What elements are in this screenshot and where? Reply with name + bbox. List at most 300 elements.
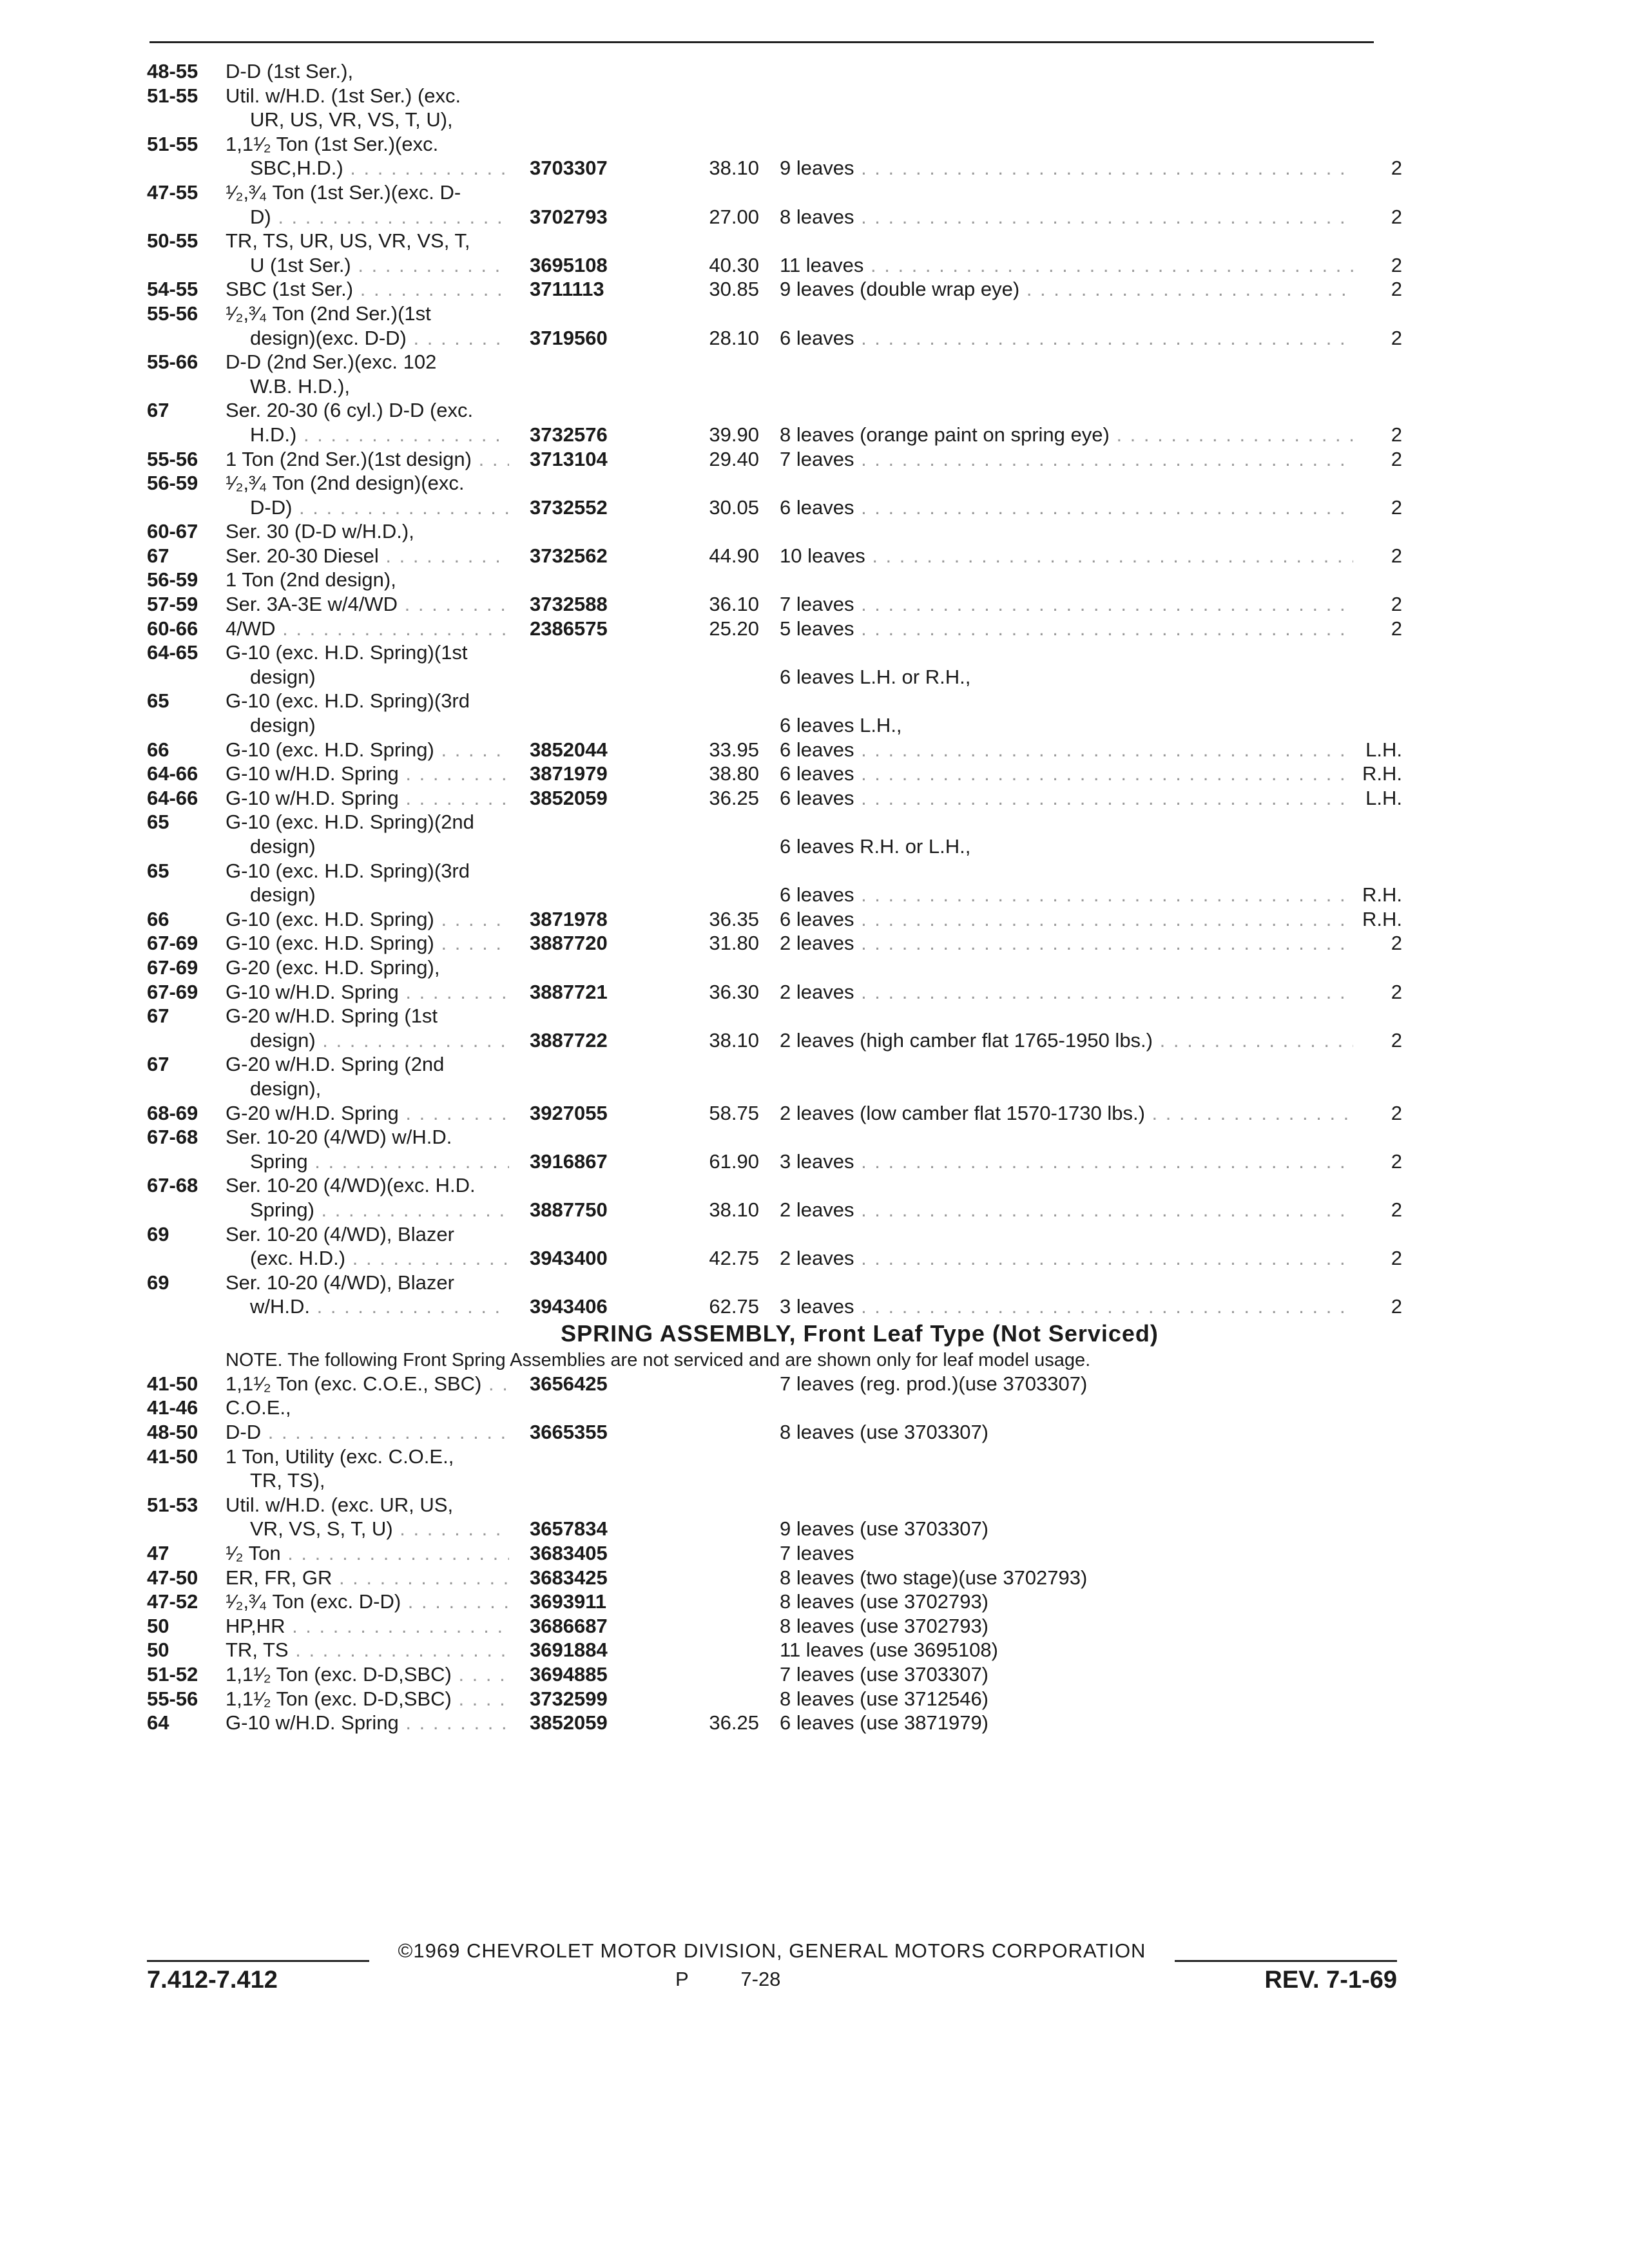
model-description: 1,1¹⁄₂ Ton (1st Ser.)(exc. [226,132,439,155]
leaf-description: 6 leaves . . . [780,907,1373,932]
model-description: Ser. 20-30 (6 cyl.) D-D (exc. [226,399,474,422]
model-description: H.D.) . . . [250,423,509,447]
leaf-description: 7 leaves . . . [780,447,1373,472]
table-row [0,810,1629,834]
model-years: 65 [147,811,169,834]
quantity: 2 [1353,156,1402,180]
quantity: 2 [1353,1028,1402,1053]
model-description: 1,1¹⁄₂ Ton (exc. C.O.E., SBC) . . . [226,1372,509,1396]
table-row [0,1517,1629,1541]
quantity: 2 [1353,980,1402,1004]
model-description: G-10 w/H.D. Spring . . . [226,786,509,811]
model-years: 55-66 [147,351,198,374]
leaf-description: 8 leaves (use 3702793) [780,1614,989,1637]
model-years: 64-66 [147,762,198,785]
model-years: 41-50 [147,1445,198,1468]
part-number: 3943400 [530,1247,608,1270]
model-description: 1 Ton (2nd design), [226,568,396,591]
model-description: ER, FR, GR . . . [226,1566,509,1590]
table-row [0,1028,1629,1053]
leaf-description: 6 leaves . . . [780,495,1373,520]
leaf-description: 6 leaves L.H., [780,714,902,737]
list-price: 40.30 [709,253,759,276]
model-description: G-10 (exc. H.D. Spring)(2nd [226,811,474,834]
table-row [0,132,1629,157]
model-description: 1 Ton (2nd Ser.)(1st design) . . . [226,447,509,472]
table-row [0,592,1629,617]
list-price: 25.20 [709,617,759,640]
leaf-description: 6 leaves . . . [780,738,1373,762]
leaf-description: 8 leaves (use 3703307) [780,1421,989,1444]
model-description: HP,HR . . . [226,1614,509,1639]
part-number: 3871978 [530,907,608,930]
model-description: G-10 w/H.D. Spring . . . [226,980,509,1004]
model-years: 65 [147,859,169,882]
model-years: 56-59 [147,472,198,495]
part-number: 3852059 [530,1711,608,1735]
model-years: 67 [147,399,169,422]
model-years: 67 [147,544,169,567]
quantity: 2 [1353,253,1402,278]
table-row [0,1372,1629,1396]
table-row [0,1271,1629,1295]
model-years: 41-46 [147,1396,198,1419]
table-row [0,738,1629,762]
table-row [0,931,1629,956]
leaf-description: 6 leaves . . . [780,326,1373,351]
model-years: 48-50 [147,1421,198,1444]
model-years: 67-69 [147,932,198,955]
model-years: 47-52 [147,1590,198,1613]
model-years: 67-68 [147,1174,198,1197]
table-row [0,1662,1629,1687]
list-price: 38.10 [709,1028,759,1052]
model-description: G-10 (exc. H.D. Spring)(3rd [226,689,470,713]
model-description: D-D (2nd Ser.)(exc. 102 [226,351,437,374]
table-row [0,762,1629,786]
leaf-description: 7 leaves (use 3703307) [780,1663,989,1686]
model-years: 41-50 [147,1372,198,1395]
table-row [0,108,1629,132]
part-number: 3887721 [530,980,608,1003]
table-row [0,1052,1629,1077]
part-number: 3887722 [530,1028,608,1052]
part-number: 3665355 [530,1421,608,1444]
quantity: 2 [1353,447,1402,472]
table-row [0,907,1629,932]
leaf-description: 5 leaves . . . [780,617,1373,641]
model-years: 56-59 [147,568,198,591]
quantity: 2 [1353,592,1402,617]
part-number: 3871979 [530,762,608,785]
model-years: 50-55 [147,229,198,253]
model-description: TR, TS), [250,1469,325,1492]
leaf-description: 7 leaves [780,1542,854,1565]
model-years: 50 [147,1614,169,1637]
leaf-description: 8 leaves (orange paint on spring eye) . . . [780,423,1373,447]
model-years: 69 [147,1222,169,1245]
list-price: 36.10 [709,593,759,616]
part-number: 3711113 [530,278,604,301]
model-description: G-10 (exc. H.D. Spring) . . . [226,931,509,956]
leaf-description: 9 leaves (double wrap eye) . . . [780,277,1373,302]
list-price: 36.30 [709,980,759,1003]
model-description: UR, US, VR, VS, T, U), [250,108,453,131]
quantity: 2 [1353,1101,1402,1126]
table-row [0,956,1629,980]
model-description: G-10 w/H.D. Spring . . . [226,1711,509,1735]
model-description: G-20 w/H.D. Spring . . . [226,1101,509,1126]
leaf-description: 6 leaves (use 3871979) [780,1711,989,1735]
table-row [0,713,1629,738]
page-letter: P [675,1968,689,1990]
model-description: 1,1¹⁄₂ Ton (exc. D-D,SBC) . . . [226,1662,509,1687]
quantity: 2 [1353,326,1402,351]
table-row [0,665,1629,689]
quantity: 2 [1353,1198,1402,1222]
model-years: 51-52 [147,1663,198,1686]
model-description: design) [250,665,316,688]
model-description: G-10 (exc. H.D. Spring)(1st [226,641,468,664]
part-number: 3691884 [530,1639,608,1662]
section-heading: SPRING ASSEMBLY, Front Leaf Type (Not Serviced) [561,1320,1159,1347]
top-rule [149,41,1374,43]
model-description: design) [250,883,316,907]
model-description: 1,1¹⁄₂ Ton (exc. D-D,SBC) . . . [226,1687,509,1711]
model-description: Ser. 10-20 (4/WD)(exc. H.D. [226,1174,476,1197]
list-price: 33.95 [709,738,759,761]
table-row [0,374,1629,399]
model-description: U (1st Ser.) . . . [250,253,509,278]
part-number: 3732599 [530,1687,608,1710]
table-row [0,883,1629,907]
quantity: 2 [1353,617,1402,641]
model-years: 64-66 [147,786,198,809]
part-number: 3694885 [530,1663,608,1686]
leaf-description: 7 leaves (reg. prod.)(use 3703307) [780,1372,1088,1395]
part-number: 3683425 [530,1566,608,1589]
table-row [0,495,1629,520]
model-years: 66 [147,738,169,761]
model-description: Ser. 10-20 (4/WD), Blazer [226,1271,454,1294]
model-years: 48-55 [147,60,198,82]
model-description: ¹⁄₂ Ton . . . [226,1541,509,1566]
footer-rule-left [147,1960,369,1962]
list-price: 38.10 [709,1198,759,1221]
table-row [0,277,1629,302]
leaf-description: 8 leaves (use 3712546) [780,1687,989,1710]
leaf-description: 6 leaves L.H. or R.H., [780,665,971,688]
list-price: 42.75 [709,1247,759,1270]
table-row [0,1125,1629,1149]
leaf-description: 2 leaves . . . [780,1198,1373,1222]
model-years: 69 [147,1271,169,1294]
model-description: C.O.E., [226,1396,291,1419]
model-description: ¹⁄₂,³⁄₄ Ton (2nd design)(exc. [226,472,465,495]
table-row [0,398,1629,423]
model-description: ¹⁄₂,³⁄₄ Ton (exc. D-D) . . . [226,1590,509,1614]
table-row [0,205,1629,229]
table-row [0,1396,1629,1420]
leaf-description: 2 leaves . . . [780,931,1373,956]
page-number [675,1968,780,1991]
table-row [0,1614,1629,1639]
quantity: R.H. [1353,907,1402,932]
table-row [0,1077,1629,1101]
parts-listing [0,59,1629,1735]
table-row [0,1590,1629,1614]
leaf-description: 3 leaves . . . [780,1149,1373,1174]
model-description: Util. w/H.D. (1st Ser.) (exc. [226,84,461,107]
copyright-text: ©1969 CHEVROLET MOTOR DIVISION, GENERAL MOTORS CORPORATION [398,1939,1146,1962]
table-row [0,326,1629,351]
part-number: 3943406 [530,1295,608,1318]
table-row [0,447,1629,472]
table-row [0,59,1629,84]
table-row [0,519,1629,544]
part-number: 2386575 [530,617,608,640]
part-number: 3693911 [530,1590,606,1613]
table-row [0,617,1629,641]
model-years: 51-53 [147,1493,198,1516]
model-years: 64 [147,1711,169,1735]
model-years: 66 [147,907,169,930]
part-number: 3916867 [530,1149,608,1173]
table-row [0,1222,1629,1247]
table-row [0,350,1629,374]
model-description: SBC (1st Ser.) . . . [226,277,509,302]
table-row [0,1566,1629,1590]
page-num: 7-28 [740,1968,781,1990]
table-row [0,253,1629,278]
footer-rule-right [1175,1960,1397,1962]
leaf-description: 3 leaves . . . [780,1294,1373,1319]
leaf-description: 11 leaves . . . [780,253,1373,278]
model-description: 4/WD . . . [226,617,509,641]
model-description: G-10 w/H.D. Spring . . . [226,762,509,786]
model-years: 54-55 [147,278,198,301]
part-number: 3683405 [530,1542,608,1565]
model-years: 64-65 [147,641,198,664]
part-number: 3732576 [530,423,608,446]
model-description: G-20 w/H.D. Spring (2nd [226,1053,445,1076]
quantity: R.H. [1353,883,1402,907]
model-years: 65 [147,689,169,713]
model-description: w/H.D. . . . [250,1294,509,1319]
table-row [0,544,1629,568]
quantity: 2 [1353,277,1402,302]
quantity: 2 [1353,423,1402,447]
table-row [0,786,1629,811]
model-description: Ser. 20-30 Diesel . . . [226,544,509,568]
model-years: 55-56 [147,447,198,470]
part-number: 3887720 [530,932,608,955]
table-row [0,1246,1629,1271]
quantity: 2 [1353,1246,1402,1271]
list-price: 28.10 [709,326,759,349]
model-description: Spring . . . [250,1149,509,1174]
list-price: 30.05 [709,495,759,519]
model-years: 50 [147,1639,169,1662]
model-description: Ser. 30 (D-D w/H.D.), [226,520,414,543]
leaf-description: 10 leaves . . . [780,544,1373,568]
leaf-description: 8 leaves . . . [780,205,1373,229]
quantity: 2 [1353,1294,1402,1319]
leaf-description: 9 leaves . . . [780,156,1373,180]
model-description: Ser. 10-20 (4/WD), Blazer [226,1222,454,1245]
quantity: 2 [1353,205,1402,229]
table-row [0,980,1629,1004]
model-description: TR, TS, UR, US, VR, VS, T, [226,229,470,253]
table-row [0,1638,1629,1662]
list-price: 36.25 [709,1711,759,1735]
model-description: design) [250,714,316,737]
quantity: 2 [1353,1149,1402,1174]
table-row [0,568,1629,592]
model-years: 47 [147,1542,169,1565]
part-number: 3702793 [530,205,608,228]
model-years: 67-69 [147,956,198,979]
table-row [0,180,1629,205]
leaf-description: 7 leaves . . . [780,592,1373,617]
part-number: 3732552 [530,495,608,519]
leaf-description: 11 leaves (use 3695108) [780,1639,998,1662]
model-years: 68-69 [147,1101,198,1124]
list-price: 31.80 [709,932,759,955]
model-description: G-20 w/H.D. Spring (1st [226,1004,438,1028]
model-description: 1 Ton, Utility (exc. C.O.E., [226,1445,454,1468]
table-row [0,1149,1629,1174]
section-number: 7.412-7.412 [147,1966,278,1994]
model-description: D) . . . [250,205,509,229]
model-description: Spring) . . . [250,1198,509,1222]
quantity: 2 [1353,931,1402,956]
model-years: 55-56 [147,1687,198,1710]
model-description: (exc. H.D.) . . . [250,1246,509,1271]
table-row [0,1493,1629,1517]
part-number: 3887750 [530,1198,608,1221]
list-price: 58.75 [709,1101,759,1124]
list-price: 44.90 [709,544,759,567]
model-description: W.B. H.D.), [250,374,350,398]
part-number: 3656425 [530,1372,608,1395]
leaf-description: 6 leaves . . . [780,786,1373,811]
model-years: 51-55 [147,84,198,107]
leaf-description: 6 leaves R.H. or L.H., [780,835,971,858]
model-description: G-10 (exc. H.D. Spring)(3rd [226,859,470,882]
model-description: design) [250,835,316,858]
model-years: 51-55 [147,132,198,155]
part-number: 3657834 [530,1517,608,1541]
leaf-description: 2 leaves (low camber flat 1570-1730 lbs.) . . . [780,1101,1373,1126]
model-years: 67 [147,1004,169,1028]
model-description: G-20 (exc. H.D. Spring), [226,956,440,979]
part-number: 3852044 [530,738,608,761]
part-number: 3732588 [530,593,608,616]
copyright-line [147,1938,1397,1964]
spring-table [0,59,1629,1319]
model-years: 47-50 [147,1566,198,1589]
table-row [0,1541,1629,1566]
not-serviced-table [0,1372,1629,1735]
model-years: 55-56 [147,302,198,325]
model-description: ¹⁄₂,³⁄₄ Ton (2nd Ser.)(1st [226,302,431,325]
model-description: SBC,H.D.) . . . [250,156,509,180]
part-number: 3713104 [530,447,608,470]
model-description: TR, TS . . . [226,1638,509,1662]
model-years: 67 [147,1053,169,1076]
table-row [0,1294,1629,1319]
model-description: Ser. 3A-3E w/4/WD . . . [226,592,509,617]
part-number: 3927055 [530,1101,608,1124]
table-row [0,1420,1629,1445]
model-description: design), [250,1077,322,1100]
table-row [0,156,1629,180]
model-description: VR, VS, S, T, U) . . . [250,1517,509,1541]
part-number: 3719560 [530,326,608,349]
table-row [0,1173,1629,1198]
model-description: G-10 (exc. H.D. Spring) . . . [226,907,509,932]
model-description: Util. w/H.D. (exc. UR, US, [226,1493,454,1516]
model-description: G-10 (exc. H.D. Spring) . . . [226,738,509,762]
part-number: 3686687 [530,1614,608,1637]
table-row [0,640,1629,665]
model-years: 57-59 [147,593,198,616]
revision-date: REV. 7-1-69 [1264,1966,1397,1994]
model-years: 67-68 [147,1126,198,1149]
model-years: 60-67 [147,520,198,543]
table-row [0,859,1629,883]
quantity: R.H. [1353,762,1402,786]
model-description: D-D) . . . [250,495,509,520]
quantity: L.H. [1353,738,1402,762]
quantity: 2 [1353,495,1402,520]
leaf-description: 2 leaves . . . [780,1246,1373,1271]
leaf-description: 9 leaves (use 3703307) [780,1517,989,1541]
table-row [0,1445,1629,1469]
quantity: L.H. [1353,786,1402,811]
part-number: 3703307 [530,157,608,180]
table-row [0,302,1629,326]
part-number: 3732562 [530,544,608,567]
table-row [0,1687,1629,1711]
section-note: NOTE. The following Front Spring Assemblies are not serviced and are shown only for leaf model usage. [226,1349,1091,1370]
model-years: 47-55 [147,180,198,204]
list-price: 38.10 [709,157,759,180]
model-description: D-D (1st Ser.), [226,60,354,82]
table-row [0,1711,1629,1735]
model-years: 67-69 [147,980,198,1003]
table-row [0,84,1629,108]
list-price: 30.85 [709,278,759,301]
leaf-description: 8 leaves (two stage)(use 3702793) [780,1566,1088,1589]
table-row [0,1004,1629,1028]
leaf-description: 6 leaves . . . [780,883,1373,907]
leaf-description: 2 leaves . . . [780,980,1373,1004]
table-row [0,423,1629,447]
list-price: 27.00 [709,205,759,228]
table-row [0,229,1629,253]
list-price: 29.40 [709,447,759,470]
list-price: 38.80 [709,762,759,785]
model-years: 60-66 [147,617,198,640]
leaf-description: 8 leaves (use 3702793) [780,1590,989,1613]
quantity: 2 [1353,544,1402,568]
list-price: 36.25 [709,786,759,809]
part-number: 3695108 [530,253,608,276]
table-row [0,1198,1629,1222]
model-description: design) . . . [250,1028,509,1053]
